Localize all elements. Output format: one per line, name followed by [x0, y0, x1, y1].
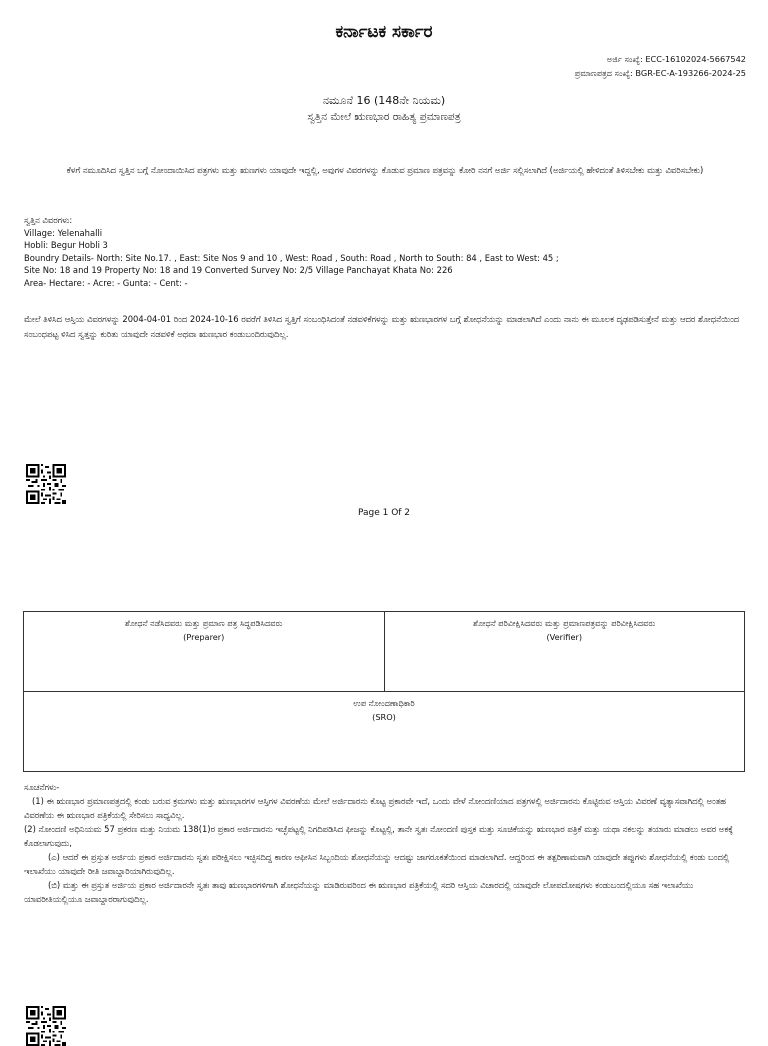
property-boundary: Boundry Details- North: Site No.17. , East: Site Nos 9 and 10 , West: Road , South: Road , North to South: 84 , East to West: 45 ; — [24, 252, 559, 263]
preparer-cell — [24, 612, 385, 692]
verifier-label: (Verifier) — [546, 632, 583, 642]
request-text: ಕೆಳಗೆ ನಮೂದಿಸಿದ ಸ್ವತ್ತಿನ ಬಗ್ಗೆ ನೋಂದಾಯಿಸಿದ ಪತ್ರಗಳು ಮತ್ತು ಋಣಗಳು ಯಾವುದೇ ಇದ್ದಲ್ಲಿ, ಅವುಗಳ ವಿವರಗಳನ್ನು ಕೊಡುವ ಪ್ರಮಾಣ ಪತ್ರವನ್ನು ಕೋರಿ ನನಗೆ ಅರ್ಜಿ ಸಲ್ಲಿಸಲಾಗಿದೆ (ಅರ್ಜಿಯಲ್ಲಿ ಹೇಳಿದಂತೆ ತಿಳಿಸಬೇಕು ಮತ್ತು ವಿವರಿಸಬೇಕು) — [66, 165, 704, 175]
form-number: ನಮೂನೆ 16 (148ನೇ ನಿಯಮ) — [322, 94, 446, 107]
declaration-text: ಮೇಲೆ ತಿಳಿಸಿದ ಆಸ್ತಿಯ ವಿವರಗಳನ್ನು 2004-04-01 ರಿಂದ 2024-10-16 ರವರೆಗೆ ತಿಳಿಸಿದ ಸ್ವತ್ತಿಗೆ ಸಂಬಂಧಿಸಿದಂತೆ ನಡವಳಿಕೆಗಳನ್ನು ಮತ್ತು ಋಣಭಾರಗಳ ಬಗ್ಗೆ ಶೋಧನೆಯನ್ನು ಮಾಡಲಾಗಿದೆ ಎಂದು ನಾನು ಈ ಮೂಲಕ ದೃಢಪಡಿಸುತ್ತೇನೆ ಮತ್ತು ಆದರ ಶೋಧನೆಯಿಂದ ಸಂಬಂಧಪಟ್ಟ ಳಿಸಿದ ಸ್ವತ್ತನ್ನು ಕುರಿತು ಯಾವುದೇ ನಡವಳಿಕೆ ಅಥವಾ ಋಣಭಾರ ಕಂಡುಬಂದಿರುವುದಿಲ್ಲ. — [24, 314, 740, 339]
property-village: Village: Yelenahalli — [24, 227, 103, 238]
sro-label-kannada: ಉಪ ನೋಂದಣಾಧಿಕಾರಿ — [353, 698, 415, 708]
note-2: (2) ನೋಂದಣಿ ಅಧಿನಿಯಮ 57 ಪ್ರಕರಣ ಮತ್ತು ನಿಯಮ 138(1)ರ ಪ್ರಕಾರ ಅರ್ಜಿದಾರನು ಇಚ್ಛೆಪಟ್ಟಲ್ಲಿ ನಿಗದಿಪಡಿಸಿದ ಫೀಜನ್ನು ಕೊಟ್ಟಲ್ಲಿ, ತಾನೇ ಸ್ವತಃ ನೋಂದಣಿ ಪುಸ್ತಕ ಮತ್ತು ಸೂಚಿಕೆಯನ್ನು ಋಣಭಾರ ಪತ್ರಿಕೆ ಮತ್ತು ಯಥಾ ನಕಲನ್ನು ತಯಾರು ಮಾಡಲು ಅವರ ಅಕಕ್ಕೆ ಕೊಡಲಾಗುವುದು, — [24, 824, 733, 848]
note-2a: (ಎ) ಆದರೆ ಈ ಪ್ರಸ್ತುತ ಅರ್ಜಿಯ ಪ್ರಕಾರ ಅರ್ಜಿದಾರನು ಸ್ವತಃ ಪರೀಕ್ಷಿಸಲು ಇಚ್ಛಿಸದಿದ್ದ ಕಾರಣ ಆಫೀಸಿನ ಸಿಬ್ಬಂದಿಯ ಶೋಧನೆಯನ್ನು ಆದಷ್ಟು ಜಾಗರೂಕತೆಯಿಂದ ಮಾಡಲಾಗಿದೆ. ಆದ್ದರಿಂದ ಈ ತತ್ಪರಿಣಾಮವಾಗಿ ಯಾವುದೇ ತಪ್ಪುಗಳು ಶೋಧನೆಯಲ್ಲಿ ಕಂಡು ಬಂದಲ್ಲಿ ಇಲಾಖೆಯು ಯಾವುದೇ ರೀತಿ ಜವಾಬ್ದಾರಿಯಾಗಿರುವುದಿಲ್ಲ. — [24, 852, 730, 876]
signature-table — [23, 611, 745, 772]
form-title: ಸ್ವತ್ತಿನ ಮೇಲೆ ಋಣಭಾರ ರಾಹಿತ್ಯ ಪ್ರಮಾಣಪತ್ರ — [307, 111, 461, 123]
property-details — [24, 214, 559, 289]
note-2b: (ಬಿ) ಮತ್ತು ಈ ಪ್ರಸ್ತುತ ಅರ್ಜಿಯ ಪ್ರಕಾರ ಅರ್ಜಿದಾರನೇ ಸ್ವತಃ ತಾವು ಋಣಭಾರಗಳಿಗಾಗಿ ಶೋಧನೆಯನ್ನು ಮಾಡಿರುವರಿಂದ ಈ ಋಣಭಾರ ಪತ್ರಿಕೆಯಲ್ಲಿ ಸದರಿ ಆಸ್ತಿಯ ವಿಚಾರದಲ್ಲಿ ಯಾವುದೇ ಲೋಪದೋಷಗಳು ಕಂಡುಬಂದಲ್ಲಿಯೂ ಸಹ ಇಲಾಖೆಯು ಯಾವರೀತಿಯಲ್ಲಿಯೂ ಜವಾಬ್ದಾರರಾಗುವುದಿಲ್ಲ. — [24, 880, 694, 904]
preparer-label: (Preparer) — [183, 632, 225, 642]
page-number: Page 1 Of 2 — [357, 508, 411, 518]
notes-section — [24, 780, 744, 906]
property-area: Area- Hectare: - Acre: - Gunta: - Cent: - — [24, 277, 188, 288]
page-title: ಕರ್ನಾಟಕ ಸರ್ಕಾರ — [335, 22, 433, 42]
property-hobli: Hobli: Begur Hobli 3 — [24, 240, 108, 250]
qr-code-icon — [26, 464, 66, 504]
notes-heading: ಸೂಚನೆಗಳು- — [24, 782, 60, 792]
verifier-cell — [384, 612, 745, 692]
property-site: Site No: 18 and 19 Property No: 18 and 19 Converted Survey No: 2/5 Village Panchayat Khata No: 226 — [24, 265, 453, 275]
certificate-number: ಪ್ರಮಾಣಪತ್ರದ ಸಂಖ್ಯೆ: BGR-EC-A-193266-2024-25 — [574, 68, 746, 78]
qr-code-icon — [26, 1006, 66, 1046]
preparer-label-kannada: ಶೋಧನೆ ನಡೆಸಿದವರು ಮತ್ತು ಪ್ರಮಾಣ ಪತ್ರ ಸಿದ್ಧಪಡಿಸಿದವರು — [125, 618, 283, 628]
note-1: (1) ಈ ಋಣಭಾರ ಪ್ರಮಾಣಪತ್ರದಲ್ಲಿ ಕಂಡು ಬರುವ ಕ್ರಮಗಳು ಮತ್ತು ಋಣಭಾರಗಳ ಆಸ್ತಿಗಳ ವಿವರಣೆಯ ಮೇಲೆ ಅರ್ಜಿದಾರನು ಕೊಟ್ಟ ಪ್ರಕಾರವೇ ಇದೆ, ಒಂದು ವೇಳೆ ನೋಂದಣಿಯಾದ ಪತ್ರಗಳಲ್ಲಿ ಅರ್ಜಿದಾರನು ಕೊಟ್ಟಿರುವ ಆಸ್ತಿಯ ವಿವರಣೆ ವ್ಯತ್ಯಾಸವಾಗಿದಲ್ಲಿ ಅಂತಹ ವಿವರಣೆಯ ಈ ಋಣಭಾರ ಪತ್ರಿಕೆಯಲ್ಲಿ ಸೇರಿಸಲು ಸಾಧ್ಯವಿಲ್ಲ. — [24, 796, 726, 820]
property-heading: ಸ್ವತ್ತಿನ ವಿವರಗಳು: — [24, 215, 73, 225]
sro-label: (SRO) — [372, 712, 396, 722]
verifier-label-kannada: ಶೋಧನೆ ಪರಿವೀಕ್ಷಿಸಿದವರು ಮತ್ತು ಪ್ರಮಾಣಪತ್ರವನ್ನು ಪರಿವೀಕ್ಷಿಸಿದವರು — [473, 618, 656, 628]
sro-cell — [24, 692, 745, 772]
application-number: ಅರ್ಜಿ ಸಂಖ್ಯೆ: ECC-16102024-5667542 — [606, 54, 746, 64]
